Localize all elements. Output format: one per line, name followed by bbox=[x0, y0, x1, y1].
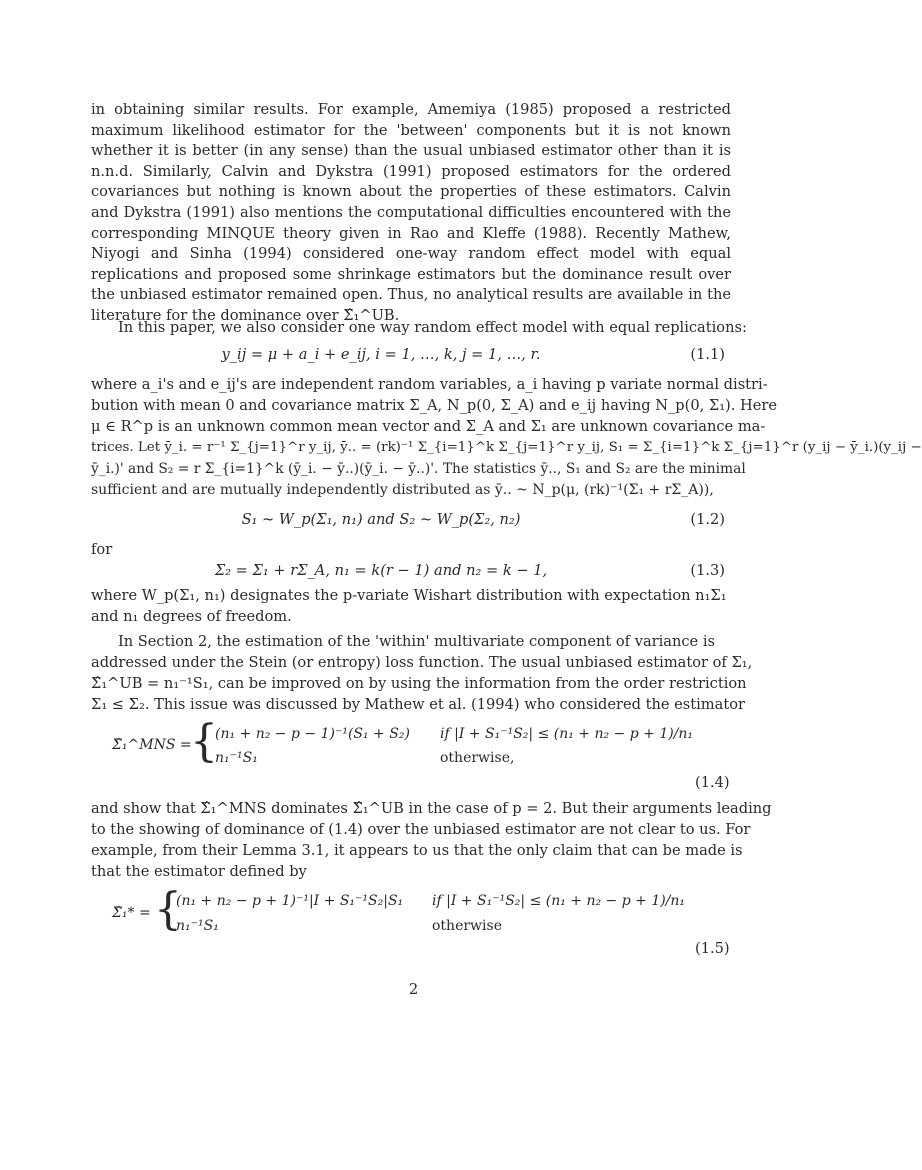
equation-1-4-cond1: if |I + S₁⁻¹S₂| ≤ (n₁ + n₂ − p + 1)/n₁ bbox=[440, 726, 694, 742]
equation-1-1 bbox=[91, 346, 731, 368]
paragraph-where-line5: ȳ_i.)' and S₂ = r Σ_{i=1}^k (ȳ_i. − ȳ..)(ȳ_i. − ȳ..)'. The statistics ȳ.., S₁ and S₂ are the minimal bbox=[91, 461, 746, 477]
paragraph-where-line6: sufficient and are mutually independently distributed as ȳ.. ~ N_p(μ, (rk)⁻¹(Σ₁ + rΣ_A)), bbox=[91, 482, 714, 498]
paragraph-where-line2: bution with mean 0 and covariance matrix Σ_A, N_p(0, Σ_A) and e_ij having N_p(0, Σ₁). Here bbox=[91, 397, 777, 414]
paragraph-wishart-line1: where W_p(Σ₁, n₁) designates the p-variate Wishart distribution with expectation n₁Σ₁ bbox=[91, 587, 727, 604]
paragraph-section2-line1: In Section 2, the estimation of the 'within' multivariate component of variance is bbox=[118, 633, 715, 650]
equation-1-3-number: (1.3) bbox=[690, 562, 725, 579]
equation-1-2 bbox=[91, 511, 731, 533]
paragraph-dominance-line4: that the estimator defined by bbox=[91, 863, 307, 880]
equation-1-2-body: S₁ ~ W_p(Σ₁, n₁) and S₂ ~ W_p(Σ₂, n₂) bbox=[241, 511, 521, 528]
paragraph-wishart-line2: and n₁ degrees of freedom. bbox=[91, 608, 292, 625]
equation-1-4-brace: { bbox=[190, 716, 218, 767]
equation-1-5-case1: (n₁ + n₂ − p + 1)⁻¹|I + S₁⁻¹S₂|S₁ bbox=[176, 893, 404, 909]
equation-1-4-number: (1.4) bbox=[695, 774, 730, 791]
equation-1-1-number: (1.1) bbox=[690, 346, 725, 363]
paragraph-section2-line2: addressed under the Stein (or entropy) loss function. The usual unbiased estimator of Σ₁, bbox=[91, 654, 753, 671]
equation-1-5-case2: n₁⁻¹S₁ bbox=[176, 918, 219, 934]
paragraph-intro: in obtaining similar results. For example, Amemiya (1985) proposed a restricted maximum likelihood estimator for the 'between' components but it is not known whether it is better (in any sense) than the usual unbiased estimator other than it is n.n.d. Similarly, Calvin and Dykstra (1991) proposed estimators for the ordered covariances but nothing is known about the properties of these estimators. Calvin and Dykstra (1991) also mentions the computational difficulties encountered with the corresponding MINQUE theory given in Rao and Kleffe (1988). Recently Mathew, Niyogi and Sinha (1994) considered one-way random effect model with equal replications and proposed some shrinkage estimators but the dominance result over the unbiased estimator remained open. Thus, no analytical results are available in the literature for the dominance over Σ̂₁^UB. bbox=[91, 101, 731, 324]
word-for: for bbox=[91, 541, 113, 558]
paragraph-dominance-line2: to the showing of dominance of (1.4) over the unbiased estimator are not clear to us. For bbox=[91, 821, 751, 838]
equation-1-5-cond2: otherwise bbox=[432, 918, 502, 934]
equation-1-5-number: (1.5) bbox=[695, 940, 730, 957]
equation-1-5-lhs: Σ̂₁* = bbox=[112, 905, 151, 921]
paragraph-where-line4: trices. Let ȳ_i. = r⁻¹ Σ_{j=1}^r y_ij, ȳ.. = (rk)⁻¹ Σ_{i=1}^k Σ_{j=1}^r y_ij, S₁ = Σ_{i=1}^k Σ_{j=1}^r (y_ij − ȳ_i.)(y_ij − bbox=[91, 440, 922, 455]
equation-1-5-cond1: if |I + S₁⁻¹S₂| ≤ (n₁ + n₂ − p + 1)/n₁ bbox=[432, 893, 686, 909]
equation-1-4-case2: n₁⁻¹S₁ bbox=[215, 750, 258, 766]
equation-1-3 bbox=[91, 562, 731, 584]
paragraph-section2-line4: Σ₁ ≤ Σ₂. This issue was discussed by Mathew et al. (1994) who considered the estimator bbox=[91, 696, 745, 713]
paragraph-where-line1: where a_i's and e_ij's are independent random variables, a_i having p variate normal distri- bbox=[91, 376, 768, 393]
page-number: 2 bbox=[408, 980, 419, 998]
paragraph-where-line3: μ ∈ R^p is an unknown common mean vector and Σ_A and Σ₁ are unknown covariance ma- bbox=[91, 418, 766, 435]
equation-1-2-number: (1.2) bbox=[690, 511, 725, 528]
paragraph-section2-line3: Σ̂₁^UB = n₁⁻¹S₁, can be improved on by using the information from the order restriction bbox=[91, 675, 747, 692]
equation-1-5-brace: { bbox=[154, 884, 182, 935]
equation-1-4-case1: (n₁ + n₂ − p − 1)⁻¹(S₁ + S₂) bbox=[215, 726, 410, 742]
paragraph-model-intro: In this paper, we also consider one way random effect model with equal replications: bbox=[118, 319, 747, 336]
equation-1-1-body: y_ij = μ + a_i + e_ij, i = 1, …, k, j = 1, …, r. bbox=[221, 346, 541, 363]
equation-1-4-cond2: otherwise, bbox=[440, 750, 515, 766]
paragraph-dominance-line1: and show that Σ̂₁^MNS dominates Σ̂₁^UB in the case of p = 2. But their arguments leading bbox=[91, 800, 772, 817]
paragraph-dominance-line3: example, from their Lemma 3.1, it appears to us that the only claim that can be made is bbox=[91, 842, 743, 859]
equation-1-4-lhs: Σ̂₁^MNS = bbox=[112, 737, 192, 753]
equation-1-3-body: Σ₂ = Σ₁ + rΣ_A, n₁ = k(r − 1) and n₂ = k − 1, bbox=[214, 562, 548, 579]
